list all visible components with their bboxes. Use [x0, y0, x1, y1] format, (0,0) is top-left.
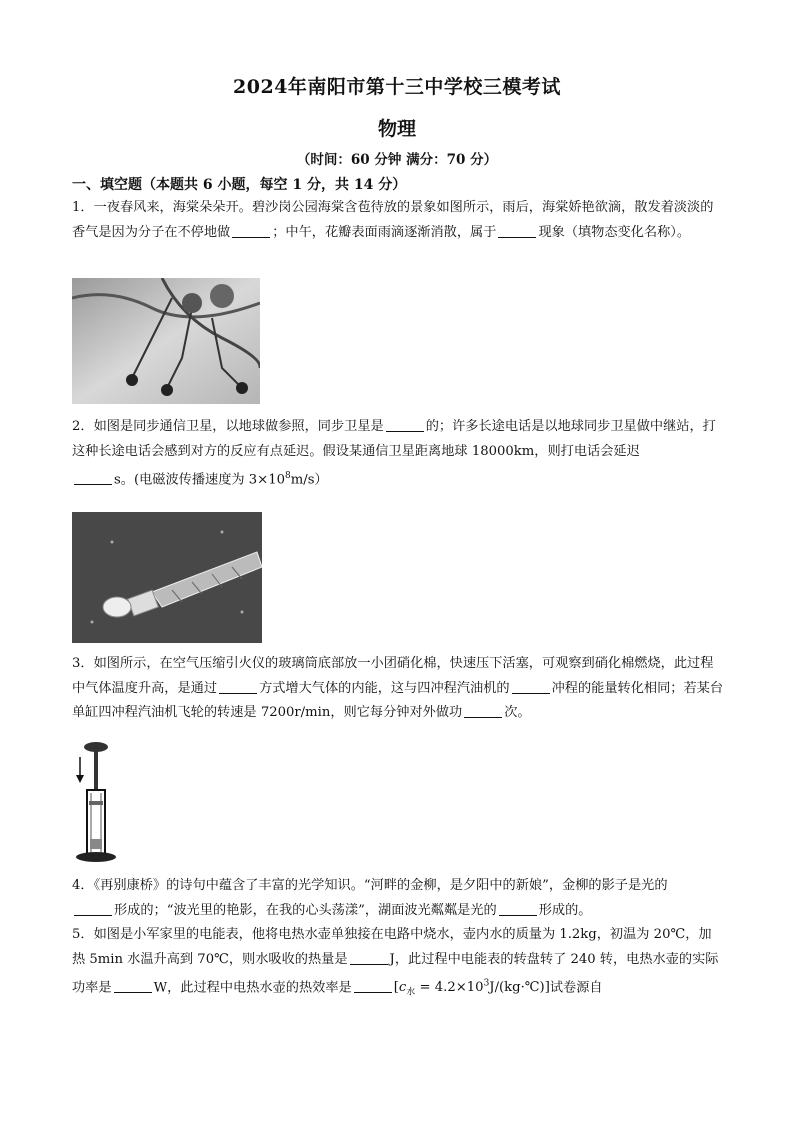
q2-text-2: 的；许多长途电话是以地球同步卫星做中继站，打这种长途电话会感到对方的反应有点延迟。假设某通信卫星距离地球 18000km，则打电话会延迟	[72, 419, 716, 459]
q3-text-1: 3．如图所示，在空气压缩引火仪的玻璃筒底部放一小团硝化棉，快速压下活塞，可观察到硝化棉燃烧，此过程中气体温度升高，是通过	[72, 656, 714, 696]
q3-text-4: 次。	[504, 705, 531, 720]
q2-exponent: 8	[285, 471, 291, 481]
q3-blank-1	[219, 679, 257, 694]
q1-text-1: 1．一夜春风来，海棠朵朵开。碧沙岗公园海棠含苞待放的景象如图所示，雨后，海棠娇艳欲滴，散发着淡淡的香气是因为分子在不停地做	[72, 200, 714, 240]
q2-blank-2	[74, 470, 112, 485]
satellite-photo	[72, 512, 262, 643]
q5-text-2: J，此过程中电能表的转盘转了 240 转，电热水壶的实际功率是	[72, 951, 719, 996]
section-heading: 一、填空题（本题共 6 小题，每空 1 分，共 14 分）	[72, 177, 407, 193]
q4-blank-2	[499, 901, 537, 916]
q5-trailing-note: 试卷源自	[549, 980, 603, 996]
q4-text-2: 形成的；“波光里的艳影，在我的心头荡漾”，湖面波光粼粼是光的	[114, 902, 497, 918]
q4-text-3: 形成的。	[538, 902, 592, 918]
subject-title: 物理	[377, 118, 416, 140]
exam-title: 2024年南阳市第十三中学校三模考试	[233, 76, 561, 98]
question-3	[72, 652, 724, 726]
q2-blank-1	[386, 417, 424, 432]
question-2	[72, 415, 724, 493]
q5-blank-2	[114, 978, 152, 993]
exam-meta: （时间：60 分钟 满分：70 分）	[296, 152, 498, 168]
question-5	[72, 923, 724, 1006]
q3-blank-3	[464, 703, 502, 718]
q5-text-1: 5．如图是小军家里的电能表，他将电热水壶单独接在电路中烧水，壶内水的质量为 1.2kg，初温为 20℃，加热 5min 水温升高到 70℃，则水吸收的热量是	[72, 927, 712, 967]
q1-blank-1	[232, 223, 270, 238]
q2-text-4: m/s）	[290, 472, 328, 488]
q3-text-2: 方式增大气体的内能，这与四冲程汽油机的	[259, 680, 510, 696]
q4-blank-1	[74, 901, 112, 916]
begonia-photo	[72, 278, 260, 404]
question-4	[72, 874, 724, 923]
q5-blank-1	[350, 950, 388, 965]
question-1	[72, 196, 724, 245]
q3-text-3: 冲程的能量转化相同；若某台单缸四冲程汽油机飞轮的转速是 7200r/min，则它每分钟对外做功	[72, 680, 724, 720]
q5-formula: [$c_水$ = $4.2\times 10^3J/(kg\cdot℃)$]	[393, 979, 550, 999]
q2-text-1: 2．如图是同步通信卫星，以地球做参照，同步卫星是	[72, 419, 384, 434]
q3-blank-2	[512, 679, 550, 694]
q4-text-1: 4．《再别康桥》的诗句中蕴含了丰富的光学知识。“河畔的金柳，是夕阳中的新娘”，金柳的影子是光的	[72, 878, 668, 893]
q5-blank-3	[354, 978, 392, 993]
q5-text-3: W，此过程中电热水壶的热效率是	[153, 980, 352, 996]
q1-text-2: ；中午，花瓣表面雨滴逐渐消散，属于	[272, 224, 497, 240]
air-compression-igniter-diagram	[72, 735, 132, 865]
q1-text-3: 现象（填物态变化名称）。	[538, 224, 691, 240]
q2-text-3: s。(电磁波传播速度为 3×10	[114, 472, 286, 488]
q1-blank-2	[498, 223, 536, 238]
